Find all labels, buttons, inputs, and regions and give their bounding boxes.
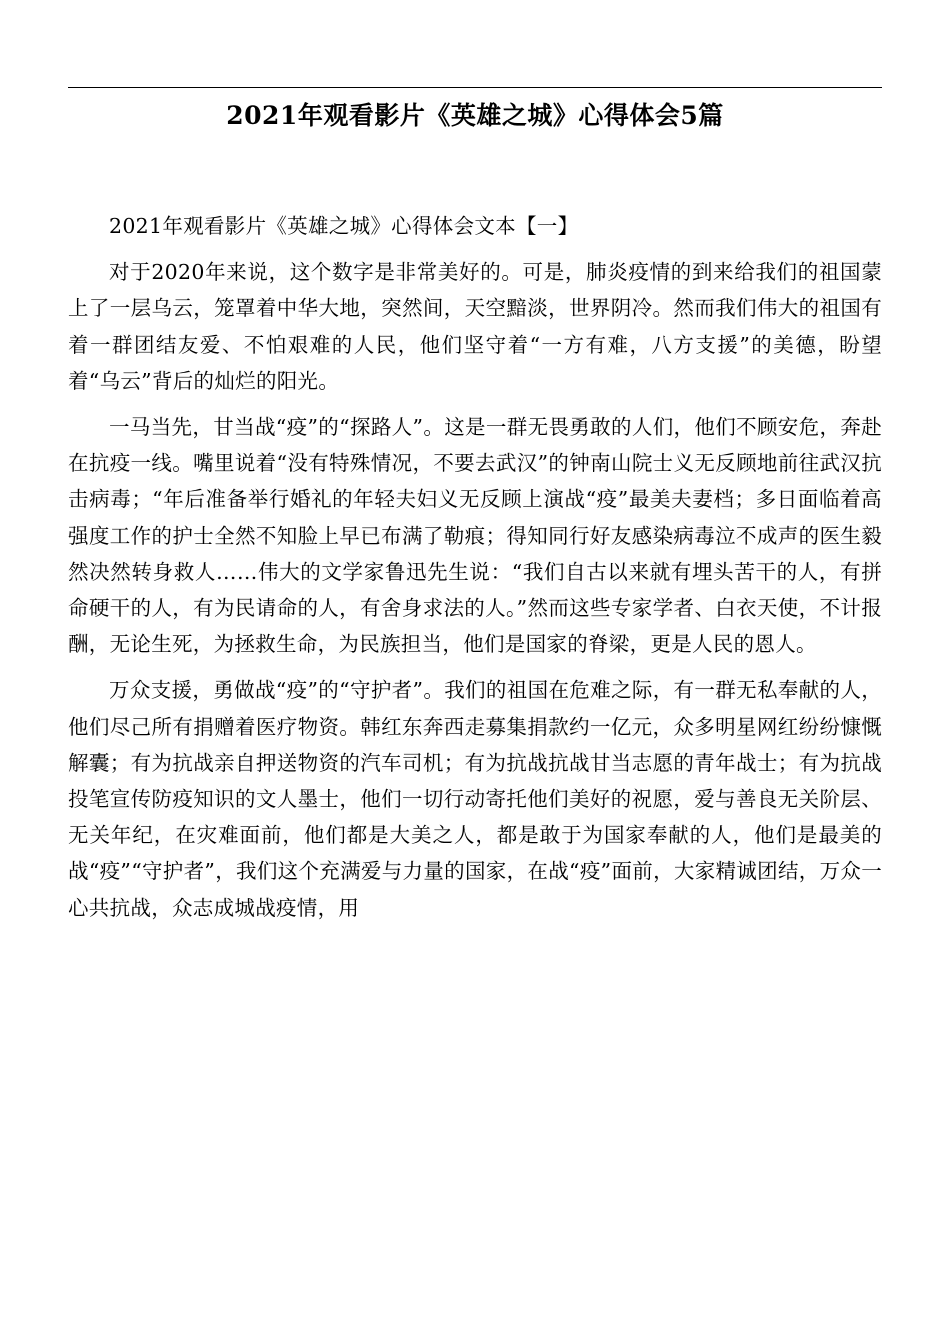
header-rule <box>68 87 882 88</box>
paragraph-3: 万众支援，勇做战“疫”的“守护者”。我们的祖国在危难之际，有一群无私奉献的人，他们尽己所有捐赠着医疗物资。韩红东奔西走募集捐款约一亿元，众多明星网红纷纷慷慨解囊；有为抗战亲自押送物资的汽车司机；有为抗战抗战甘当志愿的青年战士；有为抗战投笔宣传防疫知识的文人墨士，他们一切行动寄托他们美好的祝愿，爱与善良无关阶层、无关年纪，在灾难面前，他们都是大美之人，都是敢于为国家奉献的人，他们是最美的战“疫”“守护者”，我们这个充满爱与力量的国家，在战“疫”面前，大家精诚团结，万众一心共抗战，众志成城战疫情，用 <box>68 678 882 920</box>
paragraph-1: 对于2020年来说，这个数字是非常美好的。可是，肺炎疫情的到来给我们的祖国蒙上了一层乌云，笼罩着中华大地，突然间，天空黯淡，世界阴冷。然而我们伟大的祖国有着一群团结友爱、不怕艰难的人民，他们坚守着“一方有难，八方支援”的美德，盼望着“乌云”背后的灿烂的阳光。 <box>68 260 882 393</box>
paragraph-2: 一马当先，甘当战“疫”的“探路人”。这是一群无畏勇敢的人们，他们不顾安危，奔赴在抗疫一线。嘴里说着“没有特殊情况，不要去武汉”的钟南山院士义无反顾地前往武汉抗击病毒；“年后准备举行婚礼的年轻夫妇义无反顾上演战“疫”最美夫妻档；多日面临着高强度工作的护士全然不知脸上早已布满了勒痕；得知同行好友感染病毒泣不成声的医生毅然决然转身救人……伟大的文学家鲁迅先生说：“我们自古以来就有埋头苦干的人，有拼命硬干的人，有为民请命的人，有舍身求法的人。”然而这些专家学者、白衣天使，不计报酬，无论生死，为拯救生命，为民族担当，他们是国家的脊梁，更是人民的恩人。 <box>68 415 882 657</box>
section-heading: 2021年观看影片《英雄之城》心得体会文本【一】 <box>109 214 579 238</box>
document-body <box>68 208 882 926</box>
document-title: 2021年观看影片《英雄之城》心得体会5篇 <box>226 101 724 130</box>
